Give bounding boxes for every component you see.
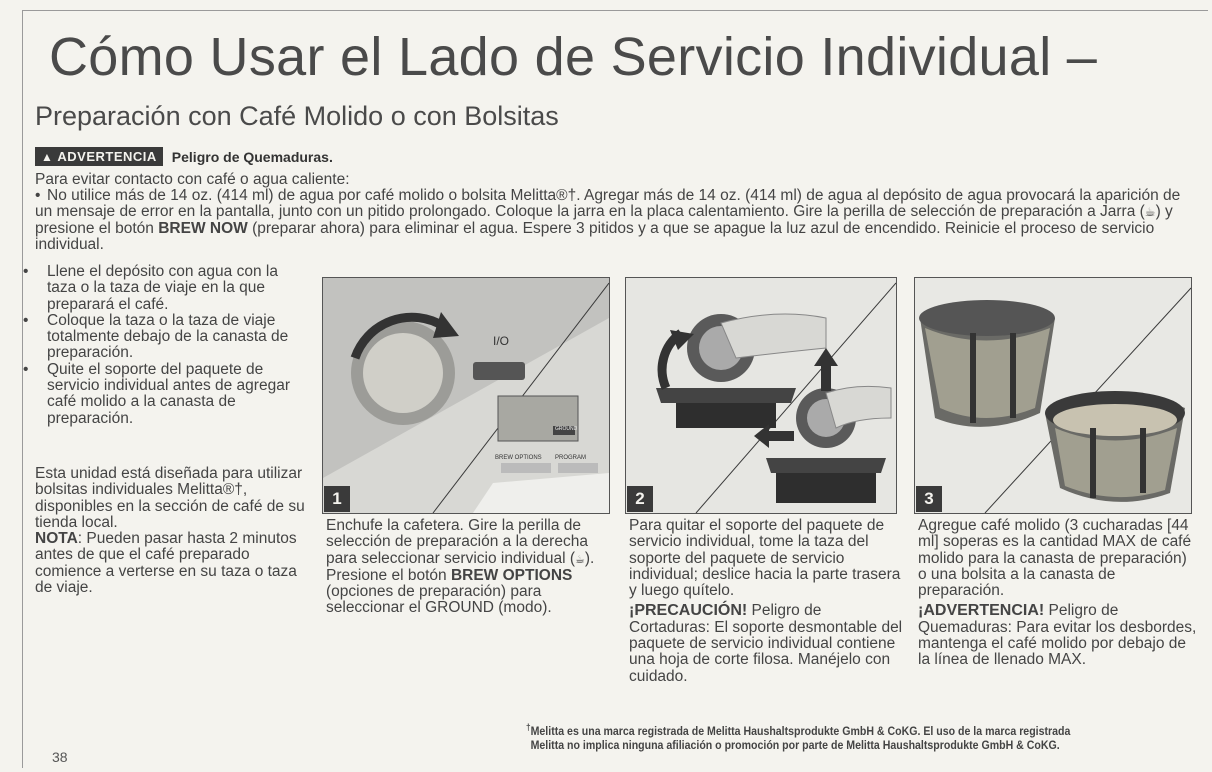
step-1-caption: Enchufe la cafetera. Gire la perilla de selección de preparación a la derecha para seleccionar servicio individual (☕). Presione el botón BREW OPTIONS (opciones de preparación) para seleccionar el GROUND (modo). bbox=[326, 517, 595, 617]
brew-options-panel-label: BREW OPTIONS bbox=[495, 455, 542, 461]
warning-badge-label: ADVERTENCIA bbox=[57, 149, 157, 164]
bullet-dot: • bbox=[35, 187, 41, 204]
warning-header bbox=[35, 147, 333, 166]
note-block bbox=[35, 531, 315, 596]
note-text: : Pueden pasar hasta 2 minutos antes de que el café preparado comience a verterse en su taza o taza de viaje. bbox=[35, 530, 297, 597]
warning-block bbox=[918, 603, 1198, 668]
step-1-photo bbox=[322, 277, 610, 514]
list-item: • Quite el soporte del paquete de servicio individual antes de agregar café molido a la canasta de preparación. bbox=[23, 360, 290, 427]
left-paragraph bbox=[35, 466, 315, 596]
brew-options-label: BREW OPTIONS bbox=[450, 566, 573, 584]
left-bullet-list bbox=[23, 263, 305, 427]
main-bullet-text-3: (preparar ahora) para eliminar el agua. Espere 3 pitidos y a que se apague la luz azul de encendido. Reinicie el proceso de servicio individual. bbox=[35, 219, 1155, 253]
program-panel-label: PROGRAM bbox=[555, 455, 587, 461]
caution-label: ¡PRECAUCIÓN! bbox=[629, 602, 748, 620]
main-bullet bbox=[35, 188, 1185, 253]
step-number: 2 bbox=[627, 486, 653, 512]
single-serve-icon: ☕ bbox=[574, 553, 585, 566]
step-3-caption: Agregue café molido (3 cucharadas [44 ml] soperas es la cantidad MAX de café molido para la canasta de preparación) o una bolsita a la canasta de preparación. ¡ADVERTENCIA! Peligro de Quemaduras: Para evitar los desbordes, mantenga el café molido por debajo de la línea de llenado MAX. bbox=[918, 517, 1197, 669]
brew-basket-illustration bbox=[915, 278, 1191, 513]
caution-block bbox=[629, 603, 904, 684]
io-label: I/O bbox=[493, 334, 510, 348]
page-subtitle: Preparación con Café Molido o con Bolsitas bbox=[35, 101, 559, 131]
step-3-warning-text: Peligro de Quemaduras: Para evitar los desbordes, mantenga el café molido por debajo de la línea de llenado MAX. bbox=[918, 602, 1197, 669]
coffee-maker-panel-illustration bbox=[323, 278, 609, 513]
main-bullet-text-2: ) y presione el botón bbox=[35, 203, 1173, 237]
warning-badge bbox=[35, 147, 163, 166]
carafe-icon: ☕ bbox=[1144, 205, 1156, 220]
caution-text: Peligro de Cortaduras: El soporte desmontable del paquete de servicio individual contiene una hoja de corte filosa. Manéjelo con cuidado. bbox=[629, 602, 903, 685]
dagger-mark: † bbox=[526, 722, 531, 732]
warning-title: Peligro de Quemaduras. bbox=[171, 148, 333, 165]
unit-description: Esta unidad está diseñada para utilizar bolsitas individuales Melitta®†, disponibles en la sección de café de su tienda local. bbox=[35, 465, 305, 531]
step-number: 1 bbox=[324, 486, 350, 512]
note-label: NOTA bbox=[35, 530, 78, 548]
step-2-photo bbox=[625, 277, 897, 514]
main-bullet-text-1: No utilice más de 14 oz. (414 ml) de agua por café molido o bolsita Melitta®†. Agregar más de 14 oz. (414 ml) de agua al depósito de agua provocará la aparición de un mensaje de error en la pantalla, junto con un pitido prolongado. Coloque la jarra en la placa calentamiento. Gire la perilla de selección de preparación a Jarra ( bbox=[35, 187, 1181, 221]
step-3-warning-label: ¡ADVERTENCIA! bbox=[918, 602, 1045, 620]
list-item: • Llene el depósito con agua con la taza o la taza de viaje en la que preparará el café. bbox=[23, 263, 278, 313]
step-3-photo bbox=[914, 277, 1192, 514]
warning-triangle-icon: ▲ bbox=[41, 149, 54, 164]
page-title: Cómo Usar el Lado de Servicio Individual – bbox=[49, 27, 1098, 87]
pod-holder-removal-illustration bbox=[626, 278, 896, 513]
ground-panel-label: GROUND bbox=[555, 426, 578, 432]
page-number: 38 bbox=[52, 749, 68, 765]
trademark-footnote: †Melitta es una marca registrada de Melitta Haushaltsprodukte GmbH & CoKG. El uso de la marca registrada Melitta no implica ninguna afiliación o promoción por parte de Melitta Haushaltsprodukte GmbH & CoKG. bbox=[526, 722, 1071, 752]
intro-text: Para evitar contacto con café o agua caliente: bbox=[35, 171, 350, 188]
step-number: 3 bbox=[916, 486, 942, 512]
step-2-caption: Para quitar el soporte del paquete de servicio individual, tome la taza del soporte del paquete de servicio individual; deslice hacia la parte trasera y luego quítelo. ¡PRECAUCIÓN! Peligro de Cortaduras: El soporte desmontable del paquete de servicio individual contiene una hoja de corte filosa. Manéjelo con cuidado. bbox=[629, 517, 903, 685]
list-item: • Coloque la taza o la taza de viaje totalmente debajo de la canasta de preparación. bbox=[23, 311, 289, 362]
brew-now-label: BREW NOW bbox=[158, 219, 248, 237]
